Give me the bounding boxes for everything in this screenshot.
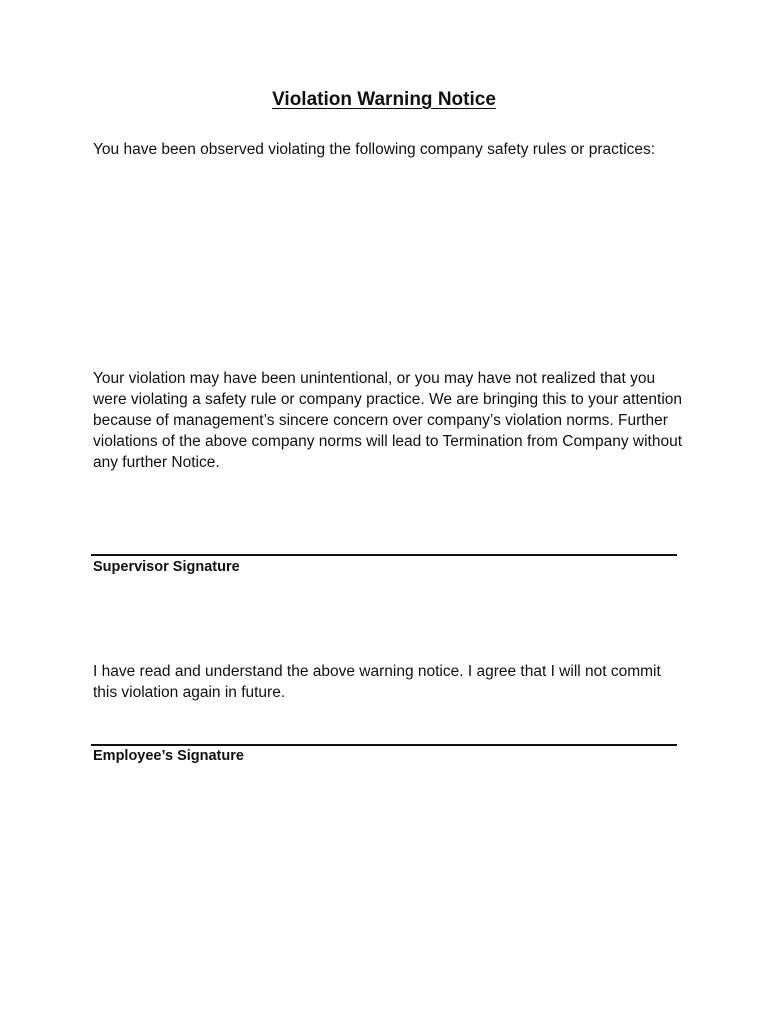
supervisor-signature-line [91, 554, 677, 556]
employee-signature-label: Employee’s Signature [93, 748, 244, 764]
document-title: Violation Warning Notice [272, 89, 496, 110]
supervisor-signature-label: Supervisor Signature [93, 559, 240, 575]
intro-paragraph: You have been observed violating the following company safety rules or practices: [93, 141, 656, 158]
employee-signature-line [91, 744, 677, 746]
agreement-paragraph: I have read and understand the above warning notice. I agree that I will not commit this violation again in future. [93, 663, 661, 701]
warning-paragraph: Your violation may have been unintentional, or you may have not realized that you were violating a safety rule or company practice. We are bringing this to your attention because of management’s sincere concern over company’s violation norms. Further violations of the above company norms will lead to Termination from Company without any further Notice. [93, 370, 683, 471]
